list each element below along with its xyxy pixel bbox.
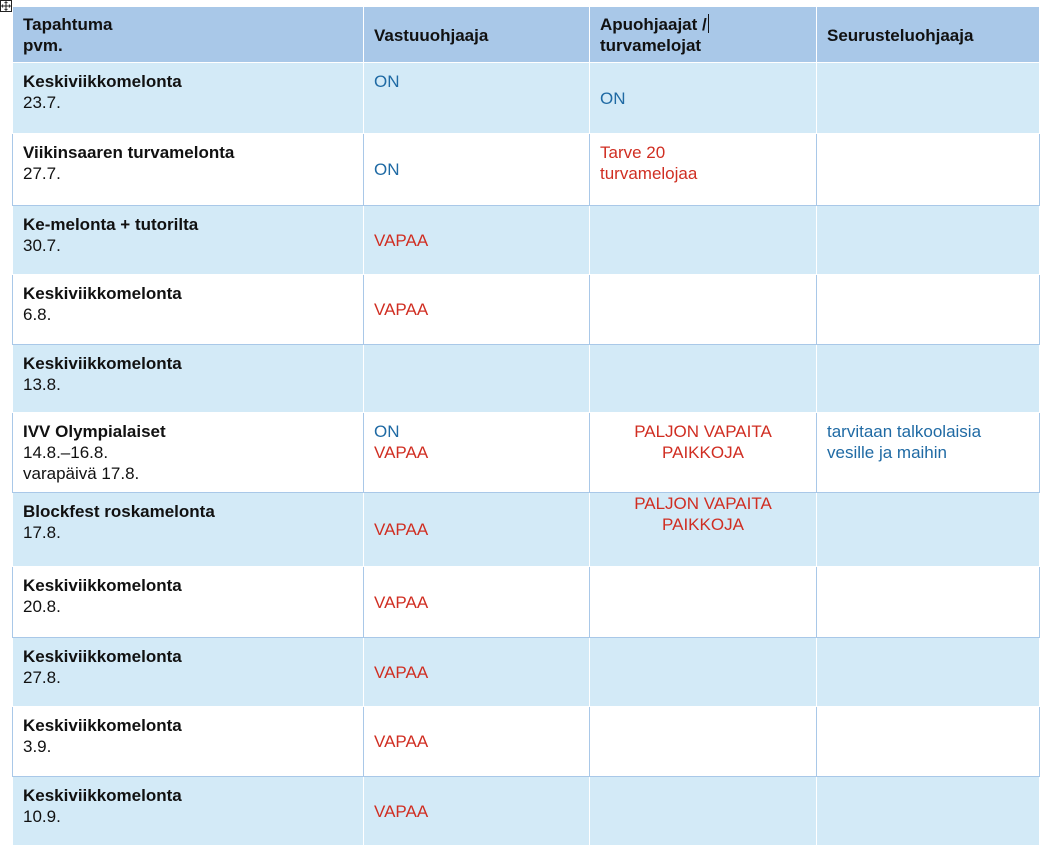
lead-status: ON bbox=[374, 422, 400, 441]
social-cell[interactable] bbox=[817, 413, 1040, 493]
event-name: Keskiviikkomelonta bbox=[23, 284, 182, 303]
lead-status-secondary: VAPAA bbox=[374, 443, 429, 462]
lead-cell[interactable] bbox=[364, 707, 590, 777]
assistants-status: PALJON VAPAITA PAIKKOJA bbox=[634, 494, 772, 534]
table-row bbox=[13, 134, 1040, 206]
assistants-cell[interactable] bbox=[590, 206, 817, 275]
assistants-cell[interactable] bbox=[590, 413, 817, 493]
event-name: Viikinsaaren turvamelonta bbox=[23, 143, 235, 162]
table-move-handle-icon[interactable] bbox=[0, 0, 12, 12]
event-name: IVV Olympialaiset bbox=[23, 422, 166, 441]
event-cell[interactable] bbox=[13, 63, 364, 134]
lead-status: VAPAA bbox=[374, 520, 429, 539]
event-date: 6.8. bbox=[23, 305, 52, 324]
header-event[interactable] bbox=[13, 7, 364, 63]
event-cell[interactable] bbox=[13, 134, 364, 206]
header-social-label: Seurusteluohjaaja bbox=[827, 25, 974, 45]
social-cell[interactable] bbox=[817, 134, 1040, 206]
event-date: 20.8. bbox=[23, 597, 61, 616]
header-event-sublabel: pvm. bbox=[23, 36, 63, 55]
lead-status: ON bbox=[374, 160, 400, 179]
assistants-cell[interactable] bbox=[590, 777, 817, 846]
social-cell[interactable] bbox=[817, 63, 1040, 134]
text-cursor bbox=[708, 14, 710, 33]
social-cell[interactable] bbox=[817, 638, 1040, 707]
header-assistants-sublabel: turvamelojat bbox=[600, 36, 702, 55]
event-cell[interactable] bbox=[13, 638, 364, 707]
lead-status: VAPAA bbox=[374, 300, 429, 319]
assistants-status: Tarve 20 turvamelojaa bbox=[600, 143, 698, 183]
social-cell[interactable] bbox=[817, 206, 1040, 275]
header-lead[interactable] bbox=[364, 7, 590, 63]
lead-cell[interactable] bbox=[364, 413, 590, 493]
table-row bbox=[13, 206, 1040, 275]
event-cell[interactable] bbox=[13, 413, 364, 493]
lead-cell[interactable] bbox=[364, 275, 590, 345]
event-date: 23.7. bbox=[23, 93, 61, 112]
assistants-cell[interactable] bbox=[590, 134, 817, 206]
lead-status: VAPAA bbox=[374, 592, 429, 612]
event-date: 3.9. bbox=[23, 737, 52, 756]
assistants-status: ON bbox=[600, 88, 626, 108]
event-name: Keskiviikkomelonta bbox=[23, 354, 182, 373]
table-row bbox=[13, 638, 1040, 707]
assistants-cell[interactable] bbox=[590, 493, 817, 567]
social-cell[interactable] bbox=[817, 707, 1040, 777]
assistants-cell[interactable] bbox=[590, 707, 817, 777]
assistants-status: PALJON VAPAITA PAIKKOJA bbox=[634, 422, 772, 462]
lead-status: VAPAA bbox=[374, 230, 429, 250]
event-name: Keskiviikkomelonta bbox=[23, 647, 182, 666]
lead-status: VAPAA bbox=[374, 801, 429, 821]
header-social[interactable] bbox=[817, 7, 1040, 63]
event-date: 27.7. bbox=[23, 164, 61, 183]
event-cell[interactable] bbox=[13, 493, 364, 567]
social-cell[interactable] bbox=[817, 345, 1040, 413]
event-cell[interactable] bbox=[13, 707, 364, 777]
event-name: Blockfest roskamelonta bbox=[23, 502, 215, 521]
lead-status: ON bbox=[374, 72, 400, 91]
event-date: 10.9. bbox=[23, 807, 61, 826]
event-backup-date: varapäivä 17.8. bbox=[23, 464, 140, 483]
table-row bbox=[13, 413, 1040, 493]
event-date: 13.8. bbox=[23, 375, 61, 394]
event-cell[interactable] bbox=[13, 345, 364, 413]
lead-status: VAPAA bbox=[374, 732, 429, 751]
table-row bbox=[13, 567, 1040, 638]
table-row bbox=[13, 275, 1040, 345]
lead-status: VAPAA bbox=[374, 662, 429, 682]
table-header-row bbox=[13, 7, 1040, 63]
lead-cell[interactable] bbox=[364, 638, 590, 707]
table-row bbox=[13, 777, 1040, 846]
event-date: 14.8.–16.8. bbox=[23, 443, 109, 462]
assistants-cell[interactable] bbox=[590, 345, 817, 413]
social-cell[interactable] bbox=[817, 777, 1040, 846]
lead-cell[interactable] bbox=[364, 345, 590, 413]
event-date: 30.7. bbox=[23, 236, 61, 255]
social-cell[interactable] bbox=[817, 493, 1040, 567]
lead-cell[interactable] bbox=[364, 206, 590, 275]
event-date: 17.8. bbox=[23, 523, 61, 542]
event-cell[interactable] bbox=[13, 275, 364, 345]
header-assistants-label: Apuohjaajat / bbox=[600, 15, 707, 34]
header-lead-label: Vastuuohjaaja bbox=[374, 25, 489, 45]
event-name: Keskiviikkomelonta bbox=[23, 576, 182, 595]
assistants-cell[interactable] bbox=[590, 638, 817, 707]
event-cell[interactable] bbox=[13, 777, 364, 846]
event-cell[interactable] bbox=[13, 206, 364, 275]
lead-cell[interactable] bbox=[364, 134, 590, 206]
event-name: Keskiviikkomelonta bbox=[23, 786, 182, 805]
lead-cell[interactable] bbox=[364, 777, 590, 846]
event-name: Keskiviikkomelonta bbox=[23, 72, 182, 91]
table-row bbox=[13, 345, 1040, 413]
social-cell[interactable] bbox=[817, 275, 1040, 345]
event-cell[interactable] bbox=[13, 567, 364, 638]
table-row bbox=[13, 63, 1040, 134]
assistants-cell[interactable] bbox=[590, 63, 817, 134]
lead-cell[interactable] bbox=[364, 493, 590, 567]
assistants-cell[interactable] bbox=[590, 567, 817, 638]
table-row bbox=[13, 493, 1040, 567]
event-schedule-table bbox=[12, 6, 1040, 846]
assistants-cell[interactable] bbox=[590, 275, 817, 345]
event-date: 27.8. bbox=[23, 668, 61, 687]
event-name: Keskiviikkomelonta bbox=[23, 716, 182, 735]
social-status: tarvitaan talkoolaisia vesille ja maihin bbox=[827, 422, 982, 462]
lead-cell[interactable] bbox=[364, 63, 590, 134]
social-cell[interactable] bbox=[817, 567, 1040, 638]
header-event-label: Tapahtuma bbox=[23, 15, 113, 34]
header-assistants[interactable] bbox=[590, 7, 817, 63]
lead-cell[interactable] bbox=[364, 567, 590, 638]
event-name: Ke-melonta + tutorilta bbox=[23, 215, 199, 234]
table-row bbox=[13, 707, 1040, 777]
